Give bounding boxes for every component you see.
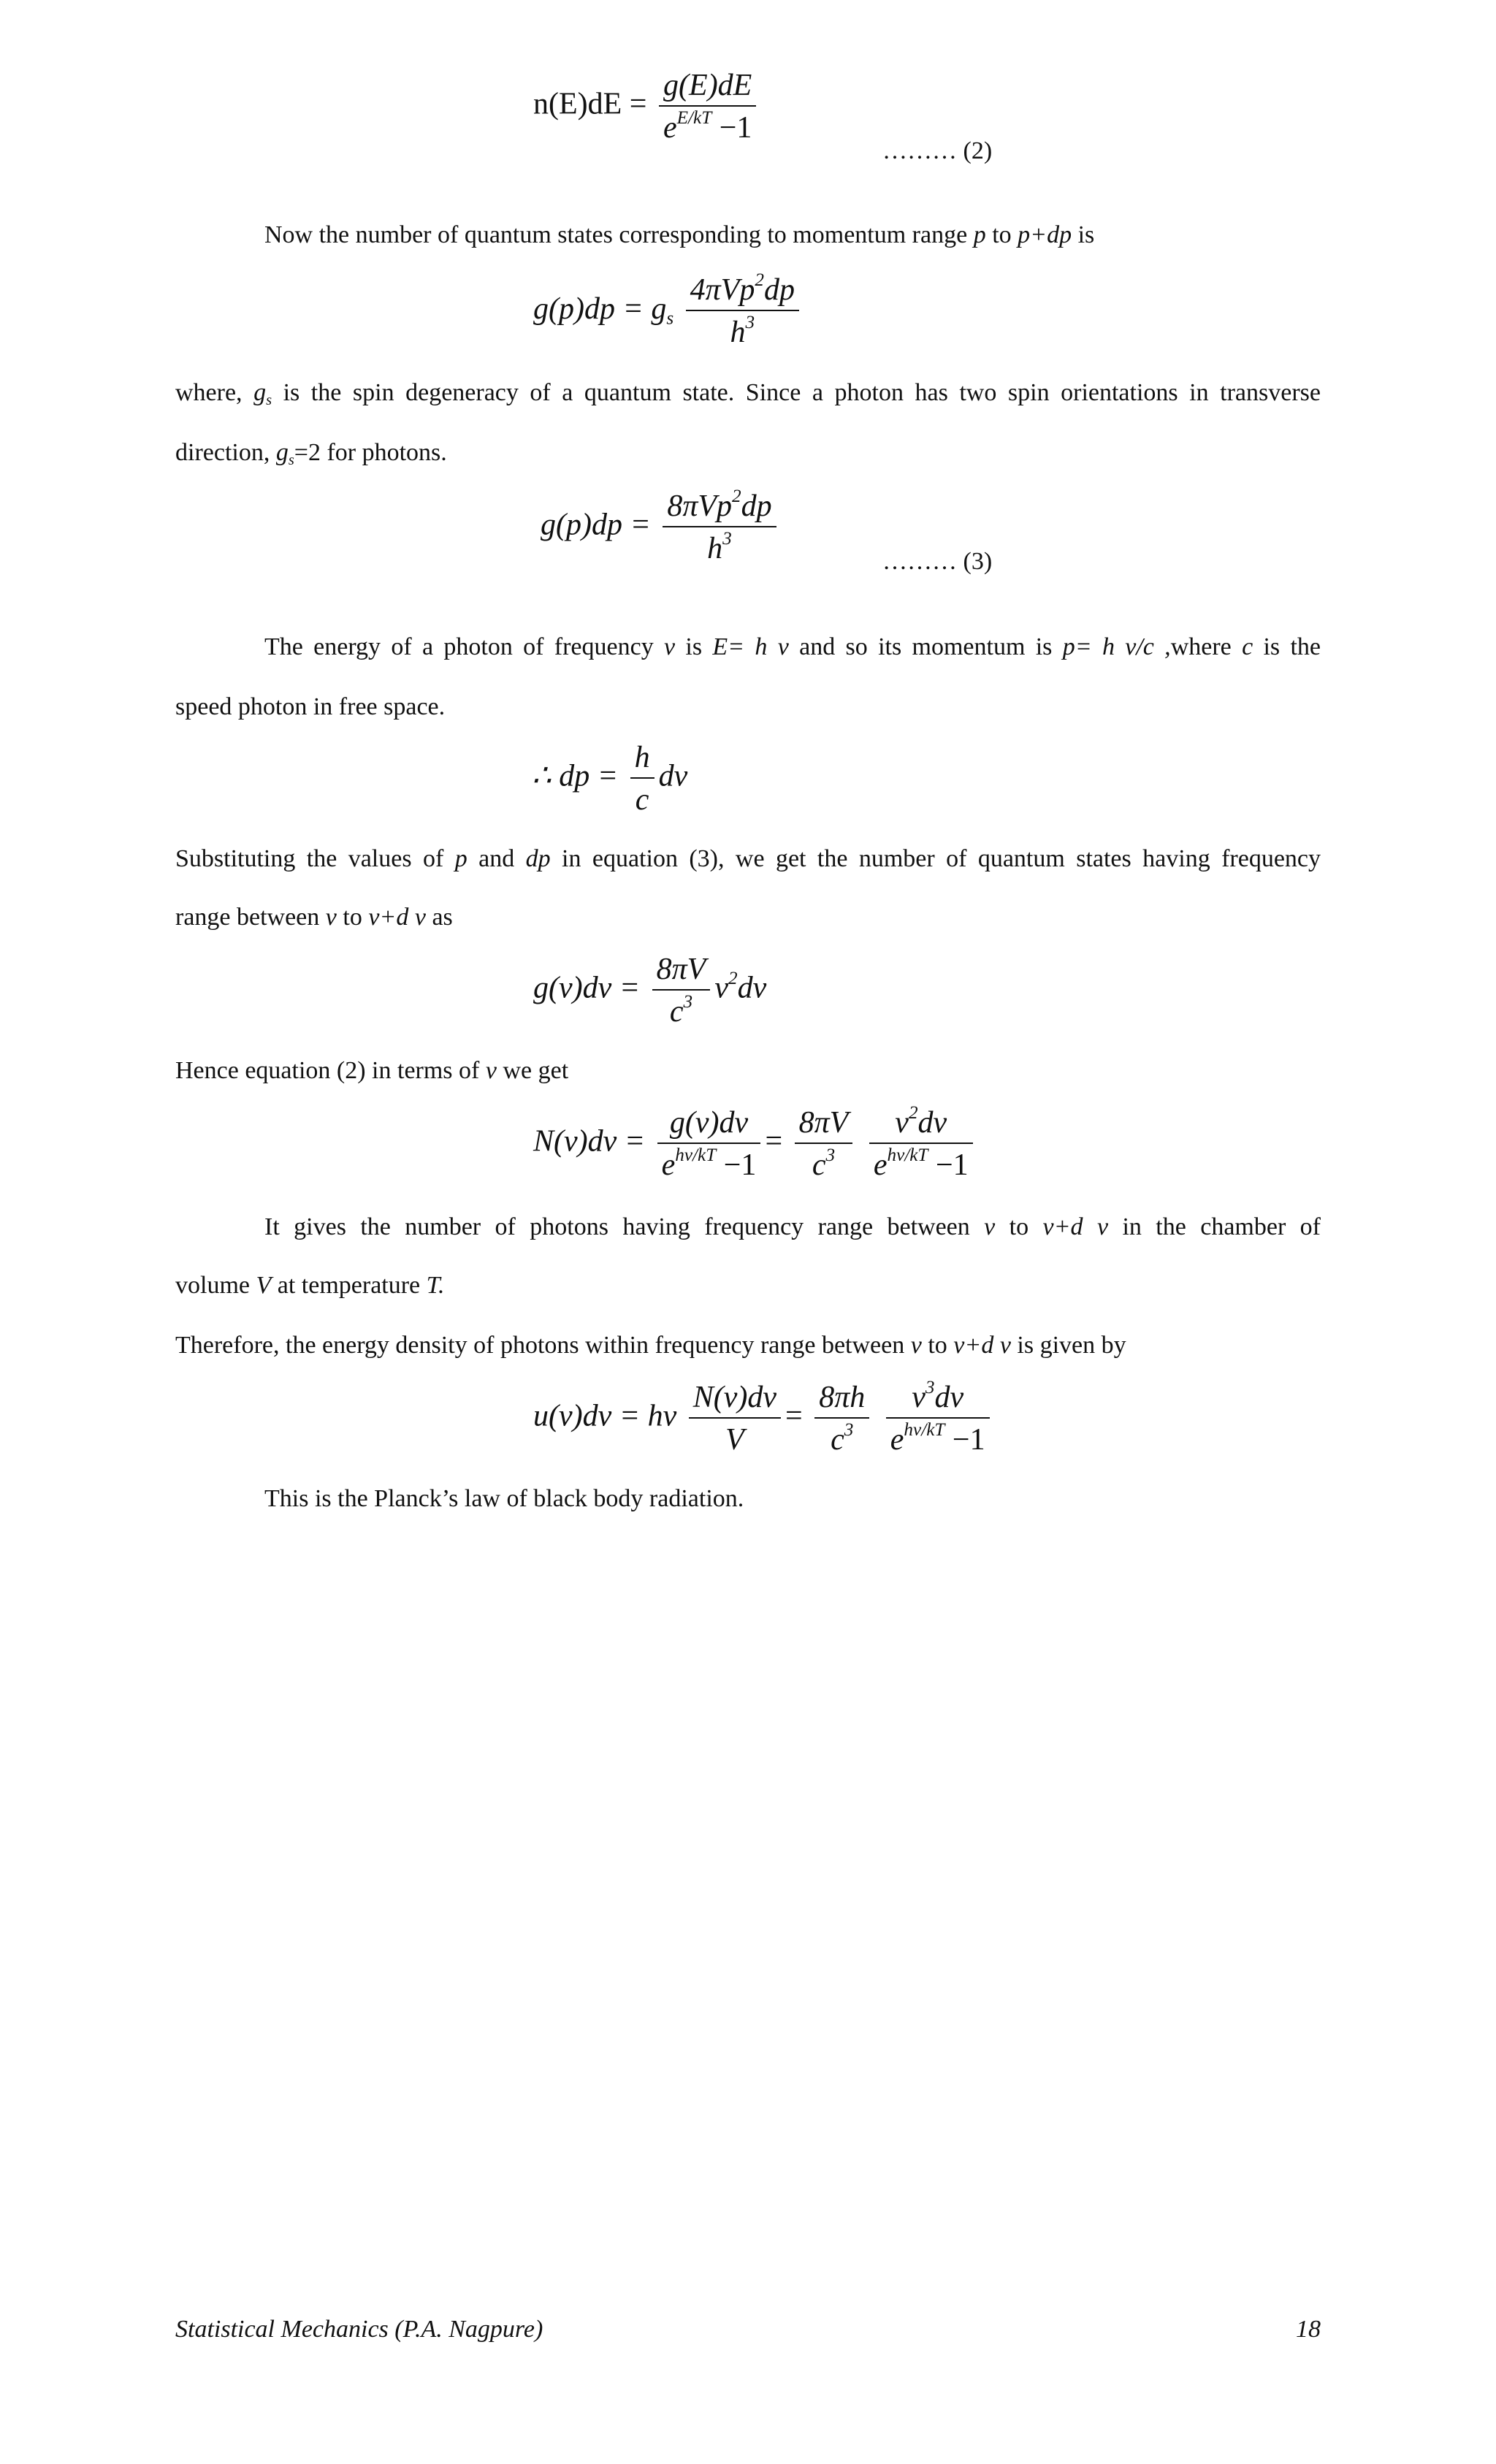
p6-l1-text-b: to <box>995 1213 1043 1240</box>
p4-l2-text-c: as <box>425 904 453 931</box>
p1-symbol-pdp: p+dp <box>1018 221 1072 248</box>
eq-Nv-f1-denominator <box>657 1144 761 1183</box>
p2-l2-symbol-gs <box>275 439 294 469</box>
paragraph-spin-degeneracy-line1 <box>175 378 1321 408</box>
eq-uv-f2-numerator: 8πh <box>814 1379 869 1419</box>
eq-Nv-f2-den-sup: 3 <box>825 1145 836 1166</box>
eq-uv-f3-num-sup: 3 <box>925 1378 935 1398</box>
paragraph-number-of-photons-line1 <box>175 1213 1321 1242</box>
eq-Nv-f1-den-base: e <box>661 1148 676 1182</box>
p4-l1-symbol-dp: dp <box>525 845 551 872</box>
equation-gv <box>533 951 766 1030</box>
eq-uv-fraction-1 <box>689 1379 781 1458</box>
eq-gv-tail-sup: 2 <box>728 968 738 988</box>
p7-symbol-nu: ν <box>910 1332 922 1359</box>
p3-l1-text-e: is the <box>1253 633 1321 660</box>
eq-dp-fraction <box>630 739 654 818</box>
equation-uv <box>533 1379 994 1458</box>
eq-uv-fraction-3 <box>886 1379 990 1458</box>
p2-l2-g: g <box>275 439 289 466</box>
eq-Nv-equals: = <box>765 1124 783 1159</box>
eq-uv-f3-num-base: ν <box>912 1381 926 1414</box>
eq-dp-lhs: ∴ dp = <box>532 759 619 793</box>
eq-Nv-f2-denominator <box>795 1144 853 1183</box>
eq-gv-tail-b: dν <box>737 971 767 1005</box>
paragraph-energy-density <box>175 1331 1126 1360</box>
paragraph-substituting-line2 <box>175 903 453 932</box>
eq-nE-denominator <box>659 107 756 146</box>
paragraph-photon-energy-line1 <box>175 633 1321 662</box>
eq-nE-den-exp: E/kT <box>676 108 712 129</box>
eq-gp2-numerator <box>663 488 776 527</box>
eq-gp1-num-b: dp <box>763 273 795 307</box>
equation-dp <box>532 739 687 818</box>
eq-uv-f1-denominator: V <box>725 1423 744 1457</box>
eq-uv-f3-denominator <box>886 1419 990 1458</box>
eq-gv-numerator: 8πV <box>652 951 711 991</box>
p6-l2-text-a: volume <box>175 1272 256 1299</box>
eq-Nv-f1-den-exp: hν/kT <box>675 1145 717 1166</box>
p4-l2-symbol-nu: ν <box>325 904 337 931</box>
p4-l1-symbol-p: p <box>454 845 468 872</box>
eq-gv-fraction <box>652 951 711 1030</box>
equation-gp-gs <box>533 272 804 351</box>
eq-uv-f2-den-base: c <box>831 1423 844 1457</box>
p2-l1-symbol-gs <box>253 379 272 409</box>
p5-symbol-nu: ν <box>485 1057 497 1084</box>
paragraph-hence <box>175 1056 568 1086</box>
eq-Nv-f3-den-tail: −1 <box>928 1148 969 1182</box>
p3-l1-energy: E= h ν <box>712 633 789 660</box>
eq-dp-denominator: c <box>635 783 649 817</box>
eq-Nv-lhs: N(ν)dν = <box>533 1124 646 1159</box>
eq-gp1-numerator <box>686 272 799 311</box>
eq-gv-den-sup: 3 <box>683 992 693 1012</box>
eq-uv-f3-numerator <box>886 1379 990 1419</box>
p4-l1-text-a: Substituting the values of <box>175 845 455 872</box>
eq-gp1-den-base: h <box>730 316 746 349</box>
eq-nE-fraction <box>659 67 756 146</box>
eq-gp2-num-sup: 2 <box>732 487 741 507</box>
p1-text-a: Now the number of quantum states corresponding to momentum range <box>264 221 974 248</box>
eq-uv-f3-den-base: e <box>890 1423 904 1457</box>
eq-gp2-num-b: dp <box>741 489 772 523</box>
eq-Nv-f1-den-tail: −1 <box>716 1148 757 1182</box>
eq-gp1-den-sup: 3 <box>745 313 755 333</box>
eq-nE-lhs: n(E)dE = <box>533 87 647 121</box>
eq-uv-f2-denominator <box>814 1419 869 1458</box>
eq-Nv-f3-den-base: e <box>873 1148 888 1182</box>
eq-gp1-lhs-sub: s <box>666 308 674 329</box>
p6-l1-text-a: It gives the number of photons having frequency range between <box>264 1213 985 1240</box>
eq-Nv-f3-num-sup: 2 <box>908 1103 918 1124</box>
footer-title: Statistical Mechanics (P.A. Nagpure) <box>175 2316 543 2343</box>
equation-nE <box>533 67 760 146</box>
p6-l2-symbol-V: V <box>256 1272 272 1299</box>
p1-text-c: is <box>1072 221 1095 248</box>
eq-Nv-f3-den-exp: hν/kT <box>887 1145 928 1166</box>
p3-l1-symbol-c: c <box>1242 633 1253 660</box>
paragraph-spin-degeneracy-line2 <box>175 438 447 468</box>
eq-uv-lhs: u(ν)dν = hν <box>533 1399 677 1433</box>
p2-l2-text-b: =2 for photons. <box>294 439 447 466</box>
eq-Nv-fraction-1 <box>657 1105 761 1183</box>
p2-l2-text-a: direction, <box>175 439 276 466</box>
eq-gp2-den-sup: 3 <box>722 529 732 549</box>
equation-label-3: ……… (3) <box>882 548 993 575</box>
eq-uv-f2-den-sup: 3 <box>844 1420 854 1441</box>
p3-l1-symbol-nu: ν <box>664 633 676 660</box>
eq-Nv-f2-den-base: c <box>812 1148 826 1182</box>
equation-gp-photons <box>541 488 781 567</box>
eq-Nv-f3-denominator <box>869 1144 973 1183</box>
eq-Nv-f1-numerator: g(ν)dν <box>657 1105 761 1144</box>
p7-text-c: is given by <box>1010 1332 1126 1359</box>
eq-nE-den-base: e <box>663 111 677 145</box>
eq-gp1-num-sup: 2 <box>755 270 764 291</box>
eq-Nv-f3-num-base: ν <box>895 1106 909 1140</box>
paragraph-substituting-line1 <box>175 844 1321 874</box>
p4-l1-text-b: and <box>467 845 526 872</box>
p6-l1-text-c: in the chamber of <box>1108 1213 1321 1240</box>
eq-gv-denominator <box>652 991 711 1030</box>
equation-Nv <box>533 1105 977 1183</box>
p2-l1-s: s <box>266 392 272 409</box>
eq-gp2-den-base: h <box>707 532 723 565</box>
p6-l2-symbol-T: T. <box>426 1272 445 1299</box>
p6-l2-text-b: at temperature <box>271 1272 427 1299</box>
p4-l2-text-a: range between <box>175 904 326 931</box>
p3-l1-momentum: p= h ν/c , <box>1062 633 1171 660</box>
p7-text-a: Therefore, the energy density of photons within frequency range between <box>175 1332 911 1359</box>
eq-gp1-lhs-text: g(p)dp = g <box>533 291 667 326</box>
p2-l2-s: s <box>288 452 294 469</box>
paragraph-number-of-photons-line2 <box>175 1271 445 1300</box>
paragraph-planck-law: This is the Planck’s law of black body radiation. <box>264 1485 744 1512</box>
eq-dp-numerator: h <box>630 739 654 779</box>
p7-text-b: to <box>921 1332 954 1359</box>
paragraph-momentum-states <box>264 221 1094 250</box>
p6-l1-symbol-nu: ν <box>984 1213 996 1240</box>
p6-l1-symbol-nu-dnu: ν+d ν <box>1042 1213 1109 1240</box>
eq-uv-f3-num-b: dν <box>934 1381 964 1414</box>
p4-l1-text-c: in equation (3), we get the number of quantum states having frequency <box>550 845 1321 872</box>
eq-nE-den-tail: −1 <box>711 111 752 145</box>
p3-l1-text-b: is <box>675 633 713 660</box>
eq-gv-lhs: g(ν)dν = <box>533 971 641 1005</box>
eq-Nv-f2-numerator: 8πV <box>795 1105 853 1144</box>
eq-uv-f3-den-exp: hν/kT <box>904 1420 945 1441</box>
eq-gp2-fraction <box>663 488 776 567</box>
eq-uv-f1-numerator: N(ν)dν <box>689 1379 781 1419</box>
eq-gp2-num-a: 8πVp <box>667 489 733 523</box>
p5-text-a: Hence equation (2) in terms of <box>175 1057 486 1084</box>
p3-l1-text-d: where <box>1170 633 1243 660</box>
eq-gp1-num-a: 4πVp <box>690 273 755 307</box>
eq-uv-f3-den-tail: −1 <box>944 1423 985 1457</box>
eq-nE-numerator: g(E)dE <box>659 67 756 107</box>
p7-symbol-nu-dnu: ν+d ν <box>953 1332 1011 1359</box>
p1-text-b: to <box>985 221 1018 248</box>
p2-l1-text-a: where, <box>175 379 254 406</box>
p4-l2-symbol-nu-dnu: ν+d ν <box>368 904 426 931</box>
eq-gp1-denominator <box>686 311 799 351</box>
eq-Nv-fraction-2 <box>795 1105 853 1183</box>
p5-text-b: we get <box>496 1057 569 1084</box>
eq-Nv-fraction-3 <box>869 1105 973 1183</box>
eq-gp2-lhs: g(p)dp = <box>541 508 651 542</box>
p3-l1-text-c: and so its momentum is <box>788 633 1063 660</box>
eq-gv-tail-base: ν <box>714 971 728 1005</box>
p3-l1-text-a: The energy of a photon of frequency <box>264 633 665 660</box>
paragraph-photon-energy-line2: speed photon in free space. <box>175 693 446 720</box>
p2-l1-text-b: is the spin degeneracy of a quantum state. Since a photon has two spin orientations in transverse <box>272 379 1321 406</box>
p1-symbol-p: p <box>973 221 986 248</box>
p2-l1-g: g <box>253 379 267 406</box>
eq-gv-den-base: c <box>669 995 684 1029</box>
equation-label-2: ……… (2) <box>882 137 993 164</box>
eq-uv-equals: = <box>785 1399 803 1433</box>
eq-gp1-lhs <box>533 291 674 329</box>
eq-Nv-f3-numerator <box>869 1105 973 1144</box>
eq-uv-fraction-2 <box>814 1379 869 1458</box>
p4-l2-text-b: to <box>336 904 369 931</box>
eq-Nv-f3-num-b: dν <box>917 1106 947 1140</box>
eq-gp1-fraction <box>686 272 799 351</box>
eq-gp2-denominator <box>663 527 776 567</box>
footer-page-number: 18 <box>1296 2316 1321 2343</box>
eq-dp-tail: dν <box>658 759 688 793</box>
